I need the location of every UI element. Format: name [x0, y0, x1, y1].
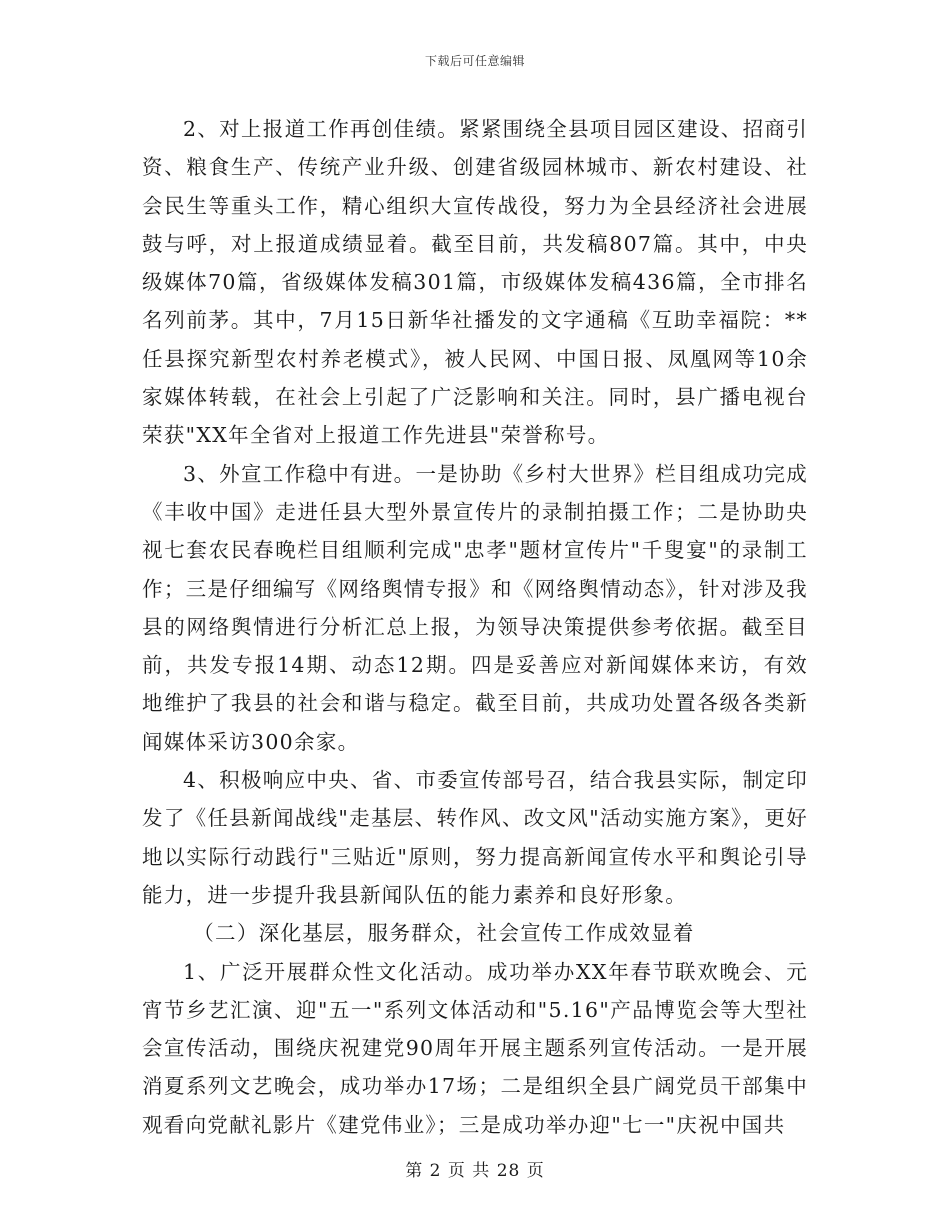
document-body	[142, 110, 808, 1144]
header-note: 下载后可任意编辑	[424, 54, 525, 68]
paragraph-campaign-response: 4、积极响应中央、省、市委宣传部号召，结合我县实际，制定印发了《任县新闻战线"走基层、转作风、改文风"活动实施方案》，更好地以实际行动践行"三贴近"原则，努力提高新闻宣传水平和舆论引导能力，进一步提升我县新闻队伍的能力素养和良好形象。	[142, 768, 808, 907]
paragraph-cultural-activities: 1、广泛开展群众性文化活动。成功举办XX年春节联欢晚会、元宵节乡艺汇演、迎"五一"系列文体活动和"5.16"产品博览会等大型社会宣传活动，围绕庆祝建党90周年开展主题系列宣传活动。一是开展消夏系列文艺晚会，成功举办17场；二是组织全县广阔党员干部集中观看向党献礼影片《建党伟业》；三是成功举办迎"七一"庆祝中国共	[142, 959, 808, 1137]
paragraph-external-publicity: 3、外宣工作稳中有进。一是协助《乡村大世界》栏目组成功完成《丰收中国》走进任县大型外景宣传片的录制拍摄工作；二是协助央视七套农民春晚栏目组顺利完成"忠孝"题材宣传片"千叟宴"的录制工作；三是仔细编写《网络舆情专报》和《网络舆情动态》，针对涉及我县的网络舆情进行分析汇总上报，为领导决策提供参考依据。截至目前，共发专报14期、动态12期。四是妥善应对新闻媒体来访，有效地维护了我县的社会和谐与稳定。截至目前，共成功处置各级各类新闻媒体采访300余家。	[142, 461, 808, 754]
paragraph-report-achievements: 2、对上报道工作再创佳绩。紧紧围绕全县项目园区建设、招商引资、粮食生产、传统产业升级、创建省级园林城市、新农村建设、社会民生等重头工作，精心组织大宣传战役，努力为全县经济社会进展鼓与呼，对上报道成绩显着。截至目前，共发稿807篇。其中，中央级媒体70篇，省级媒体发稿301篇，市级媒体发稿436篇，全市排名名列前茅。其中，7月15日新华社播发的文字通稿《互助幸福院：**任县探究新型农村养老模式》，被人民网、中国日报、凤凰网等10余家媒体转载，在社会上引起了广泛影响和关注。同时，县广播电视台荣获"XX年全省对上报道工作先进县"荣誉称号。	[142, 117, 808, 448]
section-subheading: （二）深化基层，服务群众，社会宣传工作成效显着	[193, 921, 695, 946]
page-number-footer: 第 2 页 共 28 页	[405, 1161, 545, 1181]
